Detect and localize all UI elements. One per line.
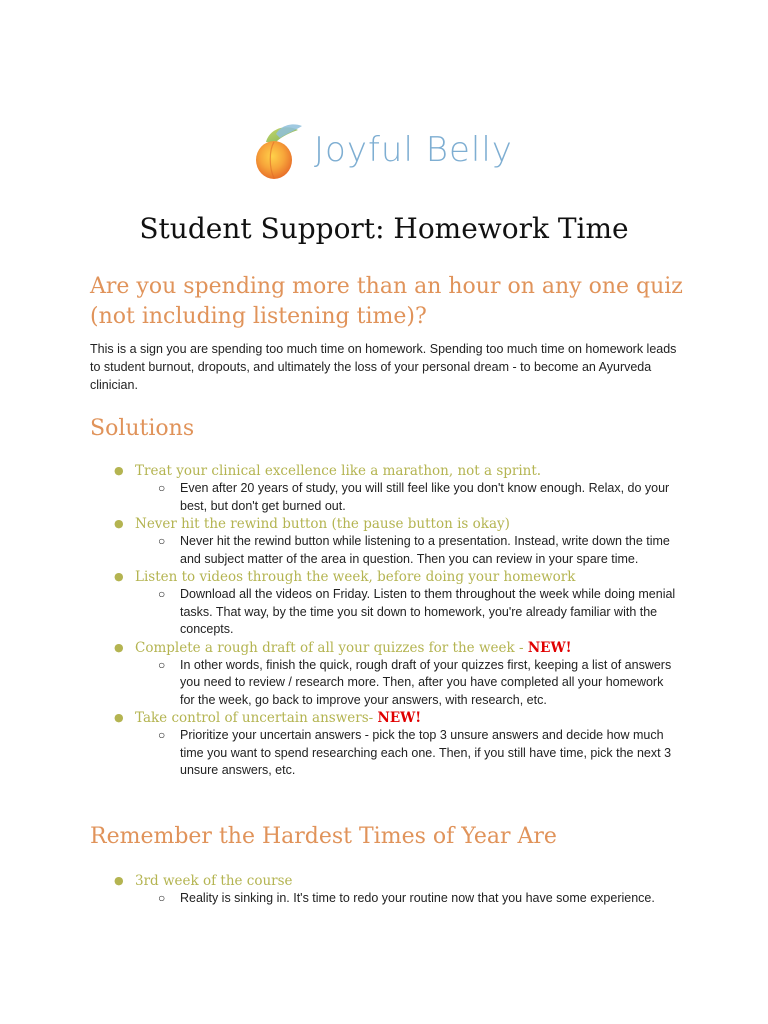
item-text: Never hit the rewind button (the pause button is okay) [135, 516, 510, 532]
list-item [90, 515, 690, 568]
item-text: Treat your clinical excellence like a marathon, not a sprint. [135, 463, 542, 479]
list-item [90, 872, 690, 908]
item-text: Take control of uncertain answers- [135, 710, 378, 726]
sub-list-item [90, 533, 680, 568]
sub-list-item [90, 727, 680, 780]
list-item [90, 568, 690, 639]
sub-list [90, 657, 690, 710]
list-item [90, 462, 690, 515]
new-badge: NEW! [377, 710, 422, 726]
circle-bullet-icon: ○ [158, 728, 166, 742]
bullet-icon: ● [114, 711, 124, 724]
sub-item-text: In other words, finish the quick, rough draft of your quizzes first, keeping a list of answers you need to review / research more. Then, after you have completed all your homework for the week, go back to improve your answers, with research, etc. [180, 657, 672, 707]
solution-item-title [90, 462, 690, 480]
circle-bullet-icon: ○ [158, 891, 166, 905]
sub-list-item [90, 890, 680, 908]
solution-item-title [90, 709, 690, 727]
solution-item-title [90, 568, 690, 586]
new-badge: NEW! [527, 639, 572, 656]
item-text: Complete a rough draft of all your quizzes for the week - [135, 639, 528, 656]
sub-item-text: Even after 20 years of study, you will still feel like you don't know enough. Relax, do your best, but don't get burned out. [180, 481, 670, 513]
circle-bullet-icon: ○ [158, 481, 166, 495]
sub-item-text: Download all the videos on Friday. Listen to them throughout the week while doing menial tasks. That way, by the time you sit down to homework, you're already familiar with the concepts. [180, 587, 676, 636]
circle-bullet-icon: ○ [158, 657, 166, 672]
question-heading: Are you spending more than an hour on any one quiz (not including listening time)? [90, 274, 683, 329]
sub-item-text: Reality is sinking in. It's time to redo your routine now that you have some experience. [180, 891, 655, 905]
sub-list [90, 480, 690, 515]
hardest-times-heading: Remember the Hardest Times of Year Are [90, 824, 557, 849]
peach-icon [252, 120, 312, 184]
sub-list [90, 586, 690, 639]
logo-wordmark: Joyful Belly [314, 130, 513, 170]
hardest-item-title [90, 872, 690, 890]
bullet-icon: ● [114, 640, 124, 654]
sub-list-item [90, 480, 680, 515]
bullet-icon: ● [114, 570, 124, 583]
bullet-icon: ● [114, 464, 124, 477]
sub-list-item [90, 657, 680, 710]
circle-bullet-icon: ○ [158, 587, 166, 601]
list-item [90, 709, 690, 780]
solutions-heading: Solutions [90, 416, 195, 441]
hardest-times-list [90, 872, 690, 908]
item-text: 3rd week of the course [135, 873, 293, 889]
sub-list [90, 727, 690, 780]
sub-list-item [90, 586, 680, 639]
bullet-icon: ● [114, 874, 124, 887]
bullet-icon: ● [114, 517, 124, 530]
intro-paragraph: This is a sign you are spending too much time on homework. Spending too much time on homework leads to student burnout, dropouts, and ultimately the loss of your personal dream - to become an Ayurveda clinician. [90, 342, 677, 392]
page-title: Student Support: Homework Time [139, 212, 629, 245]
sub-item-text: Prioritize your uncertain answers - pick the top 3 unsure answers and decide how much time you want to spend researching each one. Then, if you still have time, pick the next 3 unsure answers, etc. [180, 728, 672, 777]
joyful-belly-logo [252, 120, 522, 184]
solution-item-title [90, 639, 690, 657]
item-text: Listen to videos through the week, before doing your homework [135, 569, 576, 585]
sub-item-text: Never hit the rewind button while listening to a presentation. Instead, write down the time and subject matter of the area in question. Then you can review in your spare time. [180, 534, 670, 566]
circle-bullet-icon: ○ [158, 534, 166, 548]
solution-item-title [90, 515, 690, 533]
list-item [90, 639, 690, 710]
solutions-list [90, 462, 690, 780]
sub-list [90, 890, 690, 908]
sub-list [90, 533, 690, 568]
